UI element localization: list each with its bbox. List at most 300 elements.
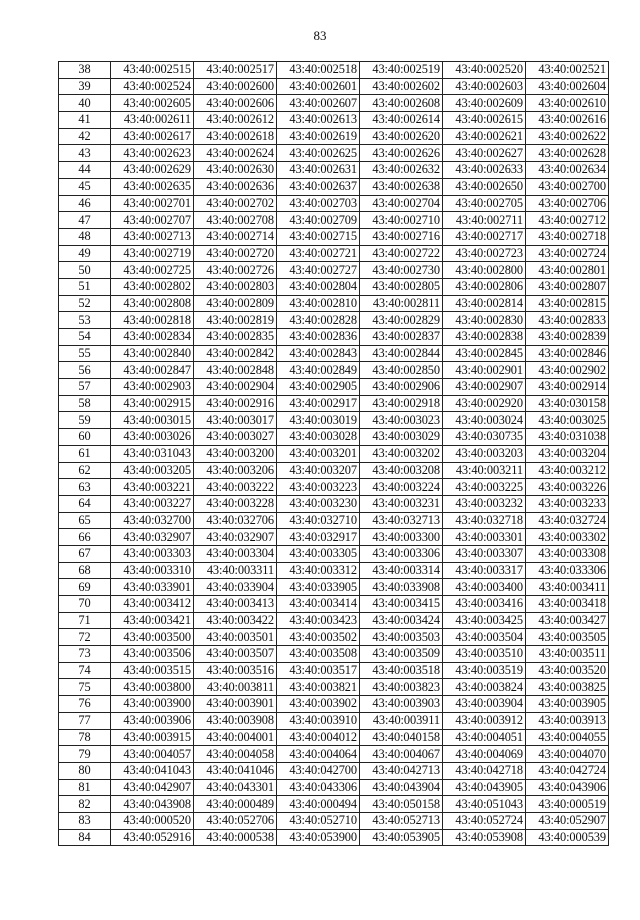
row-number-cell: 76: [59, 696, 111, 713]
cadastral-number-cell: 43:40:003811: [194, 679, 277, 696]
cadastral-number-cell: 43:40:003305: [277, 545, 360, 562]
cadastral-number-cell: 43:40:002610: [526, 95, 609, 112]
cadastral-number-cell: 43:40:003223: [277, 479, 360, 496]
cadastral-number-cell: 43:40:002624: [194, 145, 277, 162]
cadastral-number-cell: 43:40:002627: [443, 145, 526, 162]
cadastral-number-cell: 43:40:002614: [360, 112, 443, 129]
table-row: [59, 112, 609, 129]
cadastral-number-cell: 43:40:043904: [360, 779, 443, 796]
cadastral-number-cell: 43:40:032706: [194, 512, 277, 529]
cadastral-number-cell: 43:40:003414: [277, 596, 360, 613]
cadastral-number-cell: 43:40:003501: [194, 629, 277, 646]
cadastral-number-cell: 43:40:004012: [277, 729, 360, 746]
table-row: [59, 362, 609, 379]
cadastral-number-cell: 43:40:032907: [194, 529, 277, 546]
cadastral-number-cell: 43:40:053905: [360, 829, 443, 846]
cadastral-number-cell: 43:40:002847: [111, 362, 194, 379]
cadastral-number-cell: 43:40:002604: [526, 78, 609, 95]
cadastral-number-cell: 43:40:002809: [194, 295, 277, 312]
cadastral-number-cell: 43:40:052907: [526, 812, 609, 829]
cadastral-number-cell: 43:40:002601: [277, 78, 360, 95]
cadastral-number-cell: 43:40:003202: [360, 445, 443, 462]
cadastral-number-cell: 43:40:003503: [360, 629, 443, 646]
cadastral-number-cell: 43:40:002710: [360, 212, 443, 229]
cadastral-number-cell: 43:40:003504: [443, 629, 526, 646]
cadastral-number-cell: 43:40:032718: [443, 512, 526, 529]
cadastral-number-cell: 43:40:002721: [277, 245, 360, 262]
cadastral-number-cell: 43:40:002616: [526, 112, 609, 129]
cadastral-number-cell: 43:40:041046: [194, 762, 277, 779]
row-number-cell: 46: [59, 195, 111, 212]
row-number-cell: 38: [59, 62, 111, 79]
cadastral-number-cell: 43:40:003915: [111, 729, 194, 746]
table-row: [59, 579, 609, 596]
cadastral-number-cell: 43:40:003520: [526, 662, 609, 679]
cadastral-number-cell: 43:40:002605: [111, 95, 194, 112]
table-row: [59, 812, 609, 829]
table-row: [59, 212, 609, 229]
row-number-cell: 58: [59, 395, 111, 412]
table-row: [59, 712, 609, 729]
cadastral-number-cell: 43:40:002835: [194, 329, 277, 346]
table-row: [59, 796, 609, 813]
cadastral-number-cell: 43:40:002524: [111, 78, 194, 95]
cadastral-number-cell: 43:40:003019: [277, 412, 360, 429]
cadastral-number-cell: 43:40:002722: [360, 245, 443, 262]
cadastral-number-cell: 43:40:002902: [526, 362, 609, 379]
cadastral-number-cell: 43:40:003312: [277, 562, 360, 579]
cadastral-number-cell: 43:40:042700: [277, 762, 360, 779]
cadastral-number-cell: 43:40:003304: [194, 545, 277, 562]
cadastral-number-cell: 43:40:000520: [111, 812, 194, 829]
cadastral-number-cell: 43:40:002620: [360, 128, 443, 145]
table-row: [59, 495, 609, 512]
row-number-cell: 50: [59, 262, 111, 279]
cadastral-number-cell: 43:40:051043: [443, 796, 526, 813]
cadastral-number-cell: 43:40:002836: [277, 329, 360, 346]
cadastral-number-cell: 43:40:003908: [194, 712, 277, 729]
row-number-cell: 77: [59, 712, 111, 729]
row-number-cell: 81: [59, 779, 111, 796]
table-row: [59, 95, 609, 112]
cadastral-number-cell: 43:40:003502: [277, 629, 360, 646]
cadastral-number-cell: 43:40:043306: [277, 779, 360, 796]
cadastral-number-cell: 43:40:043301: [194, 779, 277, 796]
table-row: [59, 596, 609, 613]
cadastral-number-cell: 43:40:003508: [277, 646, 360, 663]
cadastral-number-cell: 43:40:002803: [194, 278, 277, 295]
cadastral-number-cell: 43:40:003307: [443, 545, 526, 562]
row-number-cell: 41: [59, 112, 111, 129]
cadastral-number-cell: 43:40:002708: [194, 212, 277, 229]
cadastral-number-cell: 43:40:003230: [277, 495, 360, 512]
row-number-cell: 79: [59, 746, 111, 763]
row-number-cell: 63: [59, 479, 111, 496]
cadastral-number-cell: 43:40:002701: [111, 195, 194, 212]
cadastral-number-cell: 43:40:002726: [194, 262, 277, 279]
cadastral-number-cell: 43:40:002636: [194, 178, 277, 195]
cadastral-number-cell: 43:40:003226: [526, 479, 609, 496]
cadastral-number-cell: 43:40:030158: [526, 395, 609, 412]
cadastral-number-cell: 43:40:003225: [443, 479, 526, 496]
cadastral-number-cell: 43:40:003903: [360, 696, 443, 713]
cadastral-number-cell: 43:40:043905: [443, 779, 526, 796]
cadastral-number-cell: 43:40:003424: [360, 612, 443, 629]
cadastral-number-cell: 43:40:003233: [526, 495, 609, 512]
table-row: [59, 62, 609, 79]
cadastral-number-cell: 43:40:002602: [360, 78, 443, 95]
cadastral-number-cell: 43:40:002907: [443, 379, 526, 396]
table-row: [59, 395, 609, 412]
cadastral-number-cell: 43:40:003413: [194, 596, 277, 613]
table-row: [59, 679, 609, 696]
cadastral-number-cell: 43:40:004057: [111, 746, 194, 763]
table-row: [59, 829, 609, 846]
row-number-cell: 48: [59, 228, 111, 245]
row-number-cell: 42: [59, 128, 111, 145]
cadastral-number-cell: 43:40:002828: [277, 312, 360, 329]
row-number-cell: 40: [59, 95, 111, 112]
cadastral-number-cell: 43:40:002730: [360, 262, 443, 279]
table-row: [59, 245, 609, 262]
row-number-cell: 54: [59, 329, 111, 346]
cadastral-number-cell: 43:40:004069: [443, 746, 526, 763]
cadastral-number-cell: 43:40:002634: [526, 162, 609, 179]
row-number-cell: 66: [59, 529, 111, 546]
cadastral-number-cell: 43:40:002724: [526, 245, 609, 262]
table-row: [59, 762, 609, 779]
cadastral-number-cell: 43:40:003221: [111, 479, 194, 496]
cadastral-number-cell: 43:40:040158: [360, 729, 443, 746]
cadastral-number-cell: 43:40:003228: [194, 495, 277, 512]
table-row: [59, 329, 609, 346]
cadastral-number-cell: 43:40:003027: [194, 429, 277, 446]
cadastral-number-cell: 43:40:003311: [194, 562, 277, 579]
cadastral-number-cell: 43:40:002611: [111, 112, 194, 129]
cadastral-number-cell: 43:40:002720: [194, 245, 277, 262]
cadastral-number-cell: 43:40:003901: [194, 696, 277, 713]
cadastral-number-cell: 43:40:003029: [360, 429, 443, 446]
cadastral-number-cell: 43:40:002717: [443, 228, 526, 245]
table-body: [59, 62, 609, 846]
row-number-cell: 57: [59, 379, 111, 396]
cadastral-number-cell: 43:40:002650: [443, 178, 526, 195]
cadastral-number-cell: 43:40:002626: [360, 145, 443, 162]
cadastral-number-cell: 43:40:003905: [526, 696, 609, 713]
row-number-cell: 69: [59, 579, 111, 596]
cadastral-number-cell: 43:40:002810: [277, 295, 360, 312]
table-row: [59, 128, 609, 145]
cadastral-number-cell: 43:40:002520: [443, 62, 526, 79]
cadastral-number-cell: 43:40:002914: [526, 379, 609, 396]
cadastral-number-cell: 43:40:002904: [194, 379, 277, 396]
cadastral-number-cell: 43:40:002849: [277, 362, 360, 379]
cadastral-number-cell: 43:40:003911: [360, 712, 443, 729]
table-row: [59, 429, 609, 446]
cadastral-number-cell: 43:40:003314: [360, 562, 443, 579]
cadastral-number-cell: 43:40:003200: [194, 445, 277, 462]
cadastral-number-cell: 43:40:032907: [111, 529, 194, 546]
cadastral-number-cell: 43:40:041043: [111, 762, 194, 779]
cadastral-number-cell: 43:40:002631: [277, 162, 360, 179]
cadastral-number-cell: 43:40:002901: [443, 362, 526, 379]
row-number-cell: 45: [59, 178, 111, 195]
cadastral-number-cell: 43:40:002638: [360, 178, 443, 195]
table-row: [59, 746, 609, 763]
cadastral-number-cell: 43:40:002617: [111, 128, 194, 145]
page-number: 83: [313, 28, 327, 43]
cadastral-number-cell: 43:40:003427: [526, 612, 609, 629]
cadastral-number-cell: 43:40:002518: [277, 62, 360, 79]
cadastral-number-cell: 43:40:002916: [194, 395, 277, 412]
row-number-cell: 59: [59, 412, 111, 429]
cadastral-number-cell: 43:40:003902: [277, 696, 360, 713]
cadastral-number-cell: 43:40:002700: [526, 178, 609, 195]
cadastral-number-cell: 43:40:003910: [277, 712, 360, 729]
cadastral-number-cell: 43:40:032724: [526, 512, 609, 529]
cadastral-number-cell: 43:40:003500: [111, 629, 194, 646]
cadastral-number-cell: 43:40:002711: [443, 212, 526, 229]
cadastral-number-cell: 43:40:002804: [277, 278, 360, 295]
cadastral-number-cell: 43:40:002903: [111, 379, 194, 396]
table-row: [59, 729, 609, 746]
cadastral-number-cell: 43:40:004058: [194, 746, 277, 763]
cadastral-number-cell: 43:40:003416: [443, 596, 526, 613]
row-number-cell: 51: [59, 278, 111, 295]
cadastral-number-cell: 43:40:003505: [526, 629, 609, 646]
cadastral-number-cell: 43:40:003517: [277, 662, 360, 679]
cadastral-number-cell: 43:40:002727: [277, 262, 360, 279]
cadastral-number-cell: 43:40:003028: [277, 429, 360, 446]
cadastral-number-cell: 43:40:053908: [443, 829, 526, 846]
cadastral-number-cell: 43:40:053900: [277, 829, 360, 846]
cadastral-number-cell: 43:40:002830: [443, 312, 526, 329]
cadastral-number-cell: 43:40:002613: [277, 112, 360, 129]
cadastral-number-cell: 43:40:002517: [194, 62, 277, 79]
table-row: [59, 412, 609, 429]
cadastral-number-cell: 43:40:003207: [277, 462, 360, 479]
cadastral-number-cell: 43:40:003024: [443, 412, 526, 429]
cadastral-number-cell: 43:40:033901: [111, 579, 194, 596]
cadastral-number-cell: 43:40:003423: [277, 612, 360, 629]
table-row: [59, 629, 609, 646]
cadastral-number-cell: 43:40:002848: [194, 362, 277, 379]
table-row: [59, 445, 609, 462]
row-number-cell: 52: [59, 295, 111, 312]
cadastral-number-cell: 43:40:003231: [360, 495, 443, 512]
cadastral-number-cell: 43:40:042713: [360, 762, 443, 779]
cadastral-number-cell: 43:40:002603: [443, 78, 526, 95]
cadastral-number-cell: 43:40:003222: [194, 479, 277, 496]
table-row: [59, 512, 609, 529]
cadastral-number-cell: 43:40:002845: [443, 345, 526, 362]
cadastral-number-cell: 43:40:003800: [111, 679, 194, 696]
cadastral-number-cell: 43:40:002719: [111, 245, 194, 262]
cadastral-number-cell: 43:40:033908: [360, 579, 443, 596]
cadastral-number-cell: 43:40:003824: [443, 679, 526, 696]
cadastral-number-cell: 43:40:002713: [111, 228, 194, 245]
cadastral-number-cell: 43:40:002818: [111, 312, 194, 329]
cadastral-number-cell: 43:40:003306: [360, 545, 443, 562]
cadastral-number-cell: 43:40:003823: [360, 679, 443, 696]
cadastral-number-cell: 43:40:003519: [443, 662, 526, 679]
row-number-cell: 71: [59, 612, 111, 629]
cadastral-number-cell: 43:40:002633: [443, 162, 526, 179]
cadastral-number-cell: 43:40:002842: [194, 345, 277, 362]
cadastral-number-cell: 43:40:003301: [443, 529, 526, 546]
cadastral-number-cell: 43:40:003302: [526, 529, 609, 546]
table-row: [59, 462, 609, 479]
cadastral-number-cell: 43:40:003204: [526, 445, 609, 462]
cadastral-number-cell: 43:40:042907: [111, 779, 194, 796]
table-row: [59, 479, 609, 496]
table-row: [59, 78, 609, 95]
cadastral-number-cell: 43:40:003509: [360, 646, 443, 663]
cadastral-number-cell: 43:40:003211: [443, 462, 526, 479]
row-number-cell: 72: [59, 629, 111, 646]
cadastral-number-cell: 43:40:033905: [277, 579, 360, 596]
cadastral-number-cell: 43:40:002843: [277, 345, 360, 362]
cadastral-number-cell: 43:40:003212: [526, 462, 609, 479]
row-number-cell: 55: [59, 345, 111, 362]
cadastral-number-cell: 43:40:002819: [194, 312, 277, 329]
cadastral-number-cell: 43:40:003205: [111, 462, 194, 479]
cadastral-number-cell: 43:40:052710: [277, 812, 360, 829]
cadastral-number-cell: 43:40:002716: [360, 228, 443, 245]
table-row: [59, 529, 609, 546]
cadastral-number-cell: 43:40:002811: [360, 295, 443, 312]
cadastral-number-cell: 43:40:003506: [111, 646, 194, 663]
cadastral-number-cell: 43:40:002704: [360, 195, 443, 212]
cadastral-number-cell: 43:40:002801: [526, 262, 609, 279]
cadastral-number-cell: 43:40:002615: [443, 112, 526, 129]
cadastral-number-cell: 43:40:002515: [111, 62, 194, 79]
cadastral-number-cell: 43:40:002829: [360, 312, 443, 329]
cadastral-number-cell: 43:40:002623: [111, 145, 194, 162]
cadastral-number-cell: 43:40:002630: [194, 162, 277, 179]
cadastral-number-cell: 43:40:002622: [526, 128, 609, 145]
cadastral-number-cell: 43:40:002725: [111, 262, 194, 279]
cadastral-number-cell: 43:40:003317: [443, 562, 526, 579]
cadastral-number-cell: 43:40:002619: [277, 128, 360, 145]
cadastral-number-cell: 43:40:043908: [111, 796, 194, 813]
row-number-cell: 67: [59, 545, 111, 562]
cadastral-number-cell: 43:40:002714: [194, 228, 277, 245]
cadastral-number-cell: 43:40:002709: [277, 212, 360, 229]
table-row: [59, 612, 609, 629]
cadastral-number-cell: 43:40:002905: [277, 379, 360, 396]
cadastral-number-cell: 43:40:002838: [443, 329, 526, 346]
cadastral-number-cell: 43:40:032713: [360, 512, 443, 529]
row-number-cell: 49: [59, 245, 111, 262]
row-number-cell: 74: [59, 662, 111, 679]
cadastral-number-cell: 43:40:003310: [111, 562, 194, 579]
cadastral-number-cell: 43:40:003025: [526, 412, 609, 429]
cadastral-number-cell: 43:40:003412: [111, 596, 194, 613]
cadastral-number-cell: 43:40:002519: [360, 62, 443, 79]
row-number-cell: 53: [59, 312, 111, 329]
row-number-cell: 62: [59, 462, 111, 479]
cadastral-number-cell: 43:40:002607: [277, 95, 360, 112]
cadastral-number-cell: 43:40:052724: [443, 812, 526, 829]
table-row: [59, 345, 609, 362]
cadastral-number-cell: 43:40:033904: [194, 579, 277, 596]
row-number-cell: 47: [59, 212, 111, 229]
cadastral-number-cell: 43:40:003510: [443, 646, 526, 663]
table-row: [59, 162, 609, 179]
table-row: [59, 379, 609, 396]
cadastral-number-cell: 43:40:002808: [111, 295, 194, 312]
cadastral-number-cell: 43:40:002850: [360, 362, 443, 379]
cadastral-number-cell: 43:40:002917: [277, 395, 360, 412]
cadastral-number-cell: 43:40:002707: [111, 212, 194, 229]
cadastral-number-cell: 43:40:002840: [111, 345, 194, 362]
cadastral-number-cell: 43:40:002806: [443, 278, 526, 295]
cadastral-number-cell: 43:40:002702: [194, 195, 277, 212]
cadastral-number-cell: 43:40:003300: [360, 529, 443, 546]
cadastral-number-cell: 43:40:052713: [360, 812, 443, 829]
cadastral-number-cell: 43:40:052916: [111, 829, 194, 846]
cadastral-number-cell: 43:40:003507: [194, 646, 277, 663]
cadastral-number-cell: 43:40:002918: [360, 395, 443, 412]
cadastral-number-cell: 43:40:003900: [111, 696, 194, 713]
cadastral-number-cell: 43:40:002637: [277, 178, 360, 195]
cadastral-number-cell: 43:40:003308: [526, 545, 609, 562]
cadastral-number-cell: 43:40:002621: [443, 128, 526, 145]
cadastral-number-cell: 43:40:002915: [111, 395, 194, 412]
table-row: [59, 562, 609, 579]
row-number-cell: 65: [59, 512, 111, 529]
row-number-cell: 61: [59, 445, 111, 462]
cadastral-number-cell: 43:40:003515: [111, 662, 194, 679]
cadastral-number-cell: 43:40:032710: [277, 512, 360, 529]
row-number-cell: 80: [59, 762, 111, 779]
cadastral-number-cell: 43:40:052706: [194, 812, 277, 829]
cadastral-number-cell: 43:40:003825: [526, 679, 609, 696]
cadastral-number-cell: 43:40:002814: [443, 295, 526, 312]
cadastral-number-cell: 43:40:032917: [277, 529, 360, 546]
cadastral-number-cell: 43:40:000538: [194, 829, 277, 846]
cadastral-number-cell: 43:40:030735: [443, 429, 526, 446]
cadastral-numbers-table: [58, 61, 609, 846]
table-row: [59, 779, 609, 796]
cadastral-number-cell: 43:40:002629: [111, 162, 194, 179]
row-number-cell: 70: [59, 596, 111, 613]
row-number-cell: 83: [59, 812, 111, 829]
table-row: [59, 662, 609, 679]
row-number-cell: 73: [59, 646, 111, 663]
cadastral-number-cell: 43:40:003017: [194, 412, 277, 429]
cadastral-number-cell: 43:40:002632: [360, 162, 443, 179]
cadastral-number-cell: 43:40:042724: [526, 762, 609, 779]
cadastral-number-cell: 43:40:002906: [360, 379, 443, 396]
cadastral-number-cell: 43:40:003418: [526, 596, 609, 613]
cadastral-number-cell: 43:40:002608: [360, 95, 443, 112]
cadastral-number-cell: 43:40:002600: [194, 78, 277, 95]
cadastral-number-cell: 43:40:003201: [277, 445, 360, 462]
cadastral-number-cell: 43:40:003511: [526, 646, 609, 663]
cadastral-number-cell: 43:40:002800: [443, 262, 526, 279]
cadastral-number-cell: 43:40:004064: [277, 746, 360, 763]
cadastral-number-cell: 43:40:003400: [443, 579, 526, 596]
table-row: [59, 295, 609, 312]
cadastral-number-cell: 43:40:002839: [526, 329, 609, 346]
table-row: [59, 195, 609, 212]
cadastral-number-cell: 43:40:003913: [526, 712, 609, 729]
cadastral-number-cell: 43:40:002920: [443, 395, 526, 412]
cadastral-number-cell: 43:40:003015: [111, 412, 194, 429]
cadastral-number-cell: 43:40:002703: [277, 195, 360, 212]
